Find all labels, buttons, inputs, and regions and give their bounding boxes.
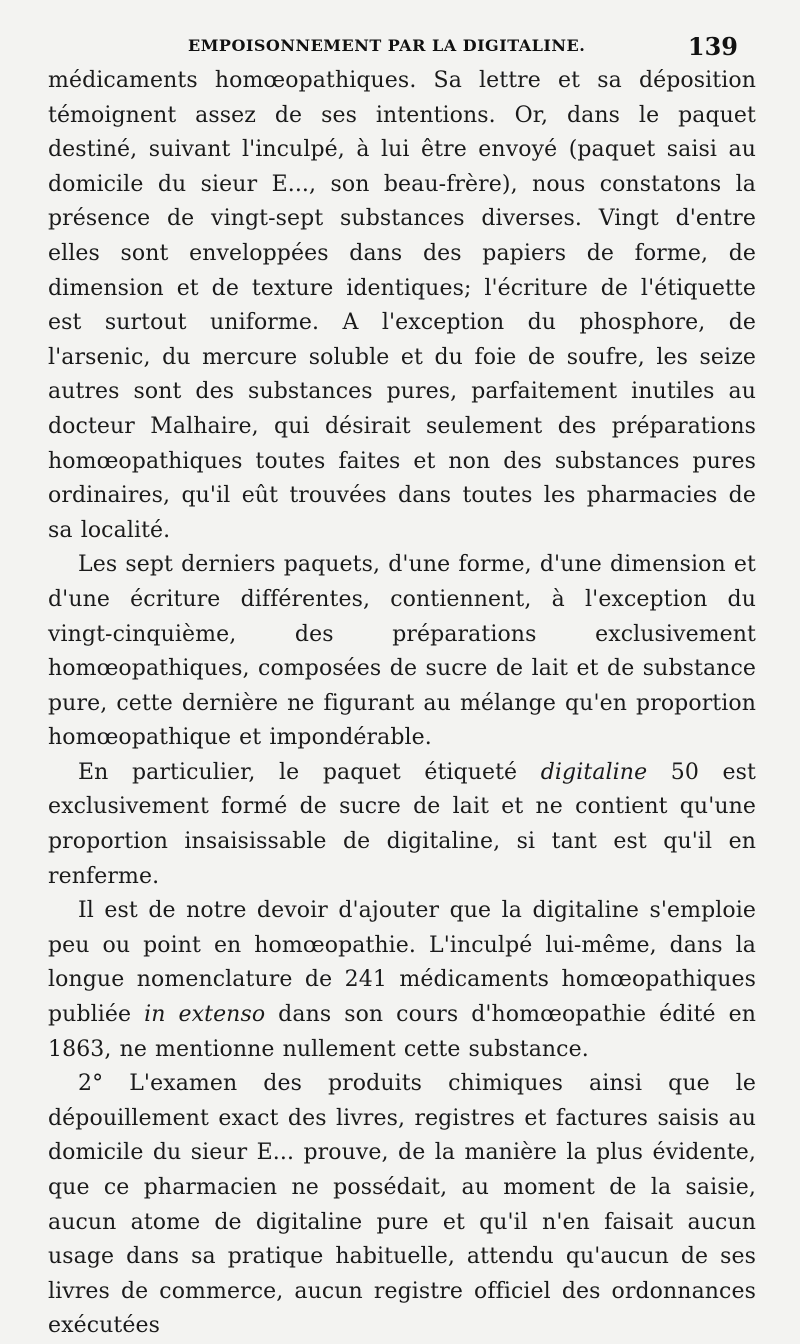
paragraph-3	[48, 756, 756, 894]
paragraph-4	[48, 894, 756, 1067]
body-text	[48, 64, 756, 1344]
paragraph-4-text-a: Il est de notre devoir d'ajouter que la digitaline s'emploie peu ou point en homœopathie. L'inculpé lui-même, dans la longue nomenclature de 241 médicaments homœopathiques publiée	[48, 898, 756, 1028]
paragraph-2: Les sept derniers paquets, d'une forme, d'une dimension et d'une écriture différentes, contiennent, à l'exception du vingt-cinquième, des préparations exclusivement homœopathiques, composées de sucre de lait et de substance pure, cette dernière ne figurant au mélange qu'en proportion homœopathique et impondérable.	[48, 552, 756, 751]
paragraph-4-emphasis: in extenso	[144, 1002, 266, 1028]
paragraph-3-emphasis: digitaline	[540, 759, 648, 785]
paragraph-3-text-a: En particulier, le paquet étiqueté	[78, 759, 541, 785]
paragraph-5: 2° L'examen des produits chimiques ainsi que le dépouillement exact des livres, registres et factures saisis au domicile du sieur E... prouve, de la manière la plus évidente, que ce pharmacien ne possédait, au moment de la saisie, aucun atome de digitaline pure et qu'il n'en faisait aucun usage dans sa pratique habituelle, attendu qu'aucun de ses livres de commerce, aucun registre officiel des ordonnances exécutées	[48, 1071, 756, 1339]
page-header	[48, 30, 760, 64]
page-number: 139	[687, 32, 738, 61]
paragraph-3-text-b: 50 est exclusivement formé de sucre de lait et ne contient qu'une proportion insaisissable de digitaline, si tant est qu'il en renferme.	[48, 759, 756, 889]
paragraph-4-text-b: dans son cours d'homœopathie édité en 1863, ne mentionne nullement cette substance.	[48, 1002, 756, 1062]
running-title: EMPOISONNEMENT PAR LA DIGITALINE.	[188, 36, 586, 55]
paragraph-1: médicaments homœopathiques. Sa lettre et sa déposition témoignent assez de ses intentions. Or, dans le paquet destiné, suivant l'inculpé, à lui être envoyé (paquet saisi au domicile du sieur E..., son beau-frère), nous constatons la présence de vingt-sept substances diverses. Vingt d'entre elles sont enveloppées dans des papiers de forme, de dimension et de texture identiques; l'écriture de l'étiquette est surtout uniforme. A l'exception du phosphore, de l'arsenic, du mercure soluble et du foie de soufre, les seize autres sont des substances pures, parfaitement inutiles au docteur Malhaire, qui désirait seulement des préparations homœopathiques toutes faites et non des substances pures ordinaires, qu'il eût trouvées dans toutes les pharmacies de sa localité.	[48, 68, 756, 543]
